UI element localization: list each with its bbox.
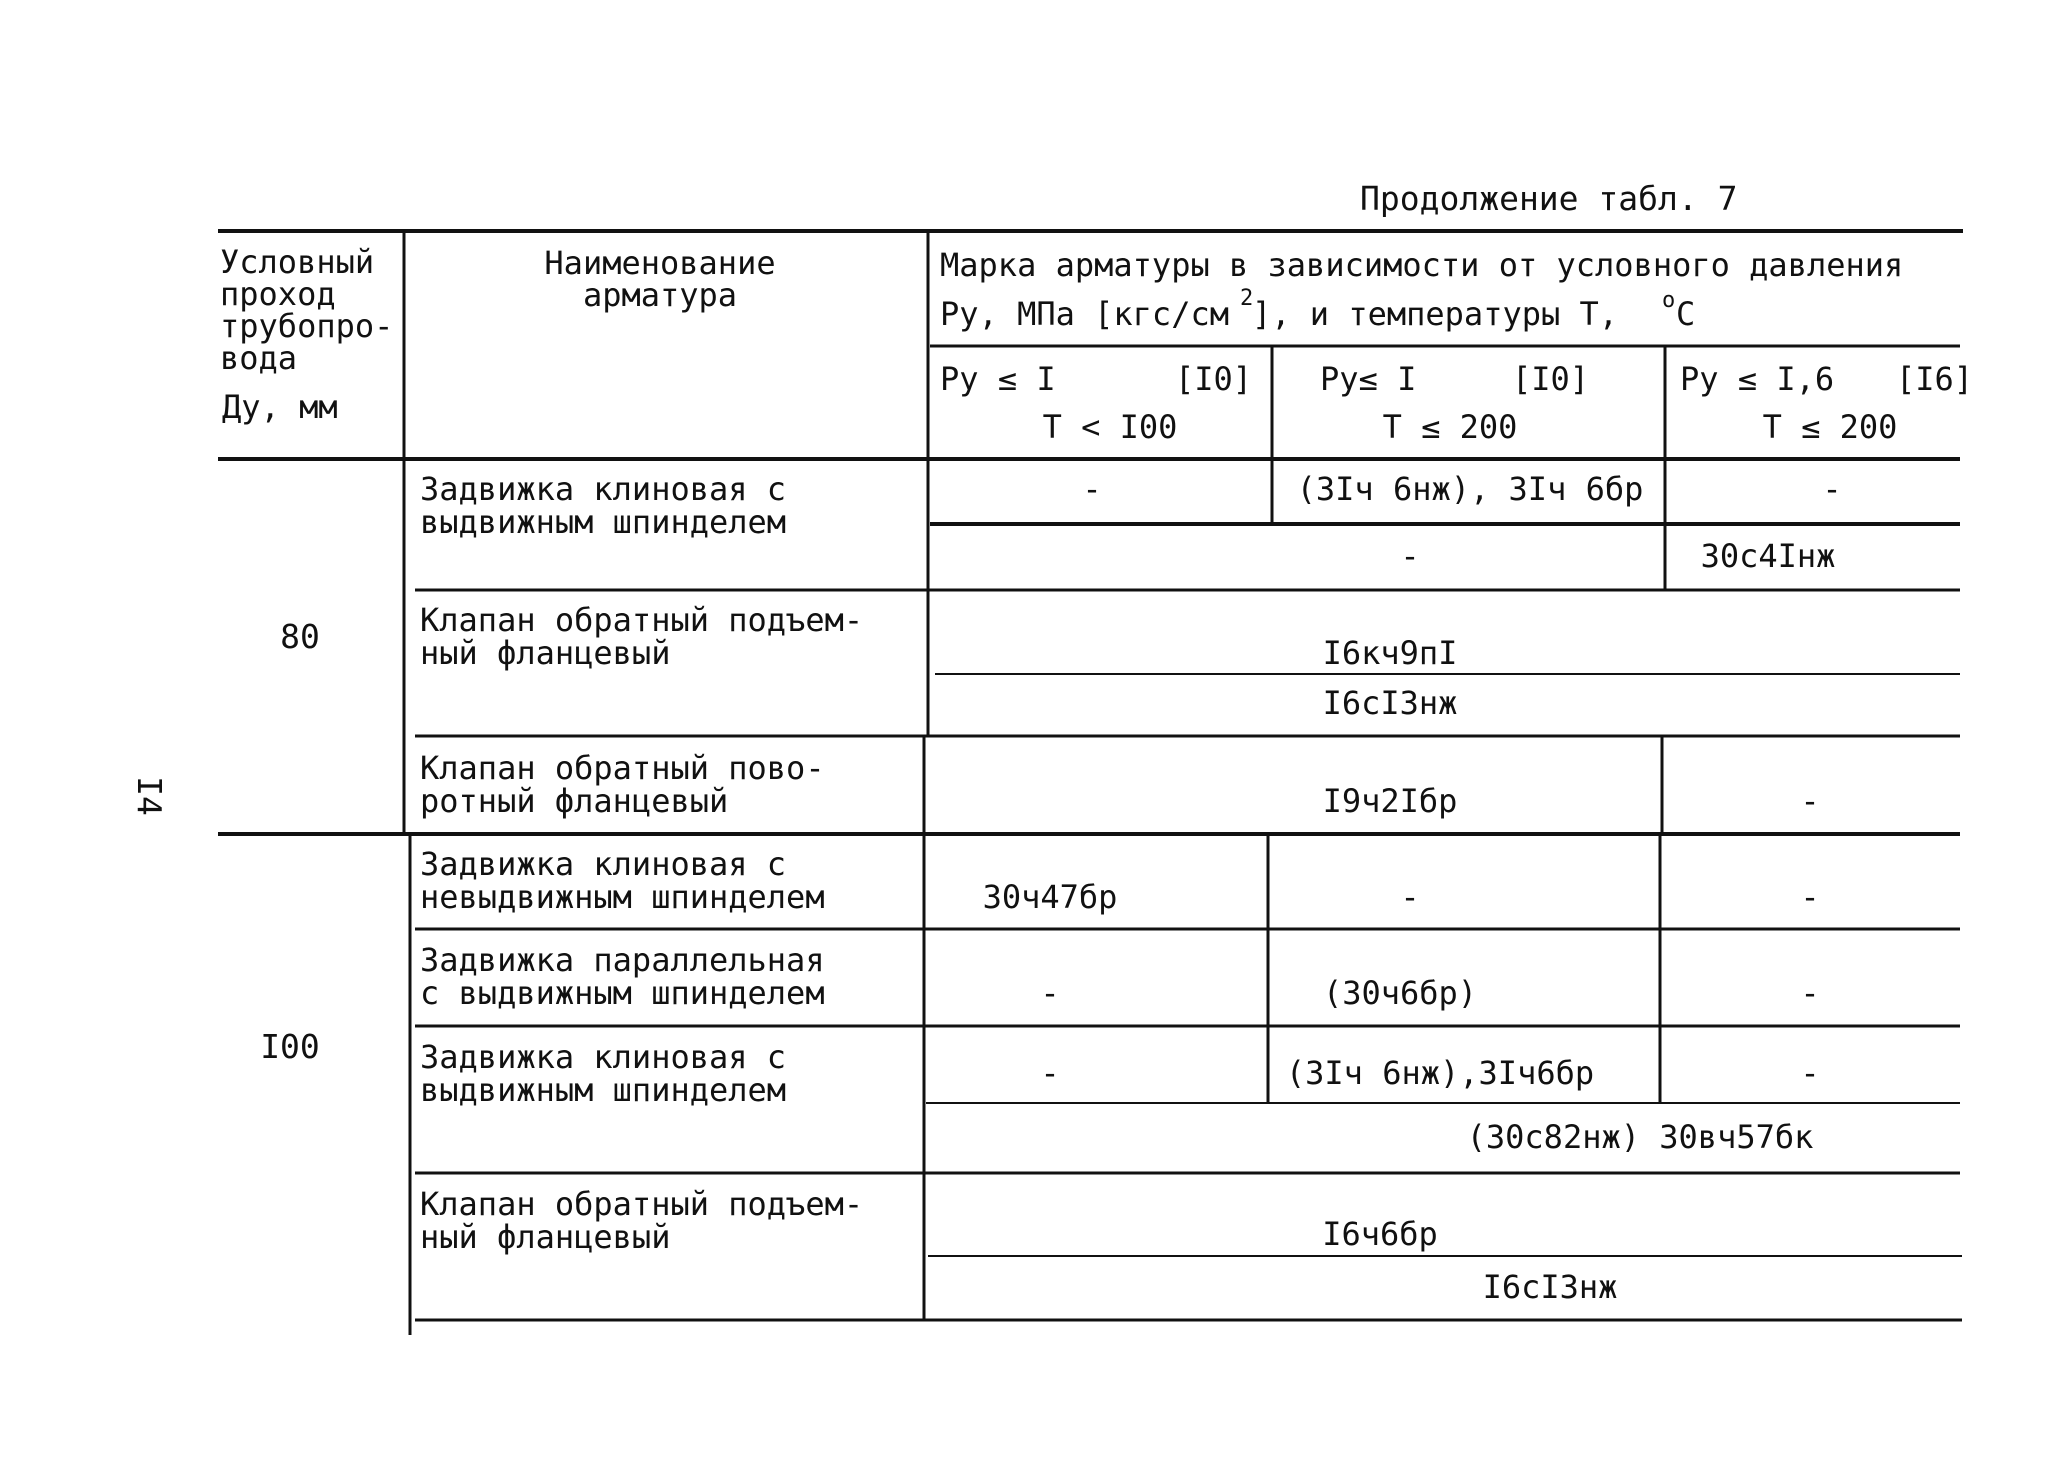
svg-text:Задвижка параллельная: Задвижка параллельная <box>420 941 825 979</box>
svg-text:Клапан обратный подъем-: Клапан обратный подъем- <box>420 1185 864 1223</box>
svg-text:Ду, мм: Ду, мм <box>222 388 338 426</box>
table-caption: Продолжение табл. 7 <box>1360 179 1738 218</box>
svg-text:30ч47бр: 30ч47бр <box>982 878 1118 916</box>
svg-text:-: - <box>1822 470 1842 508</box>
header-du <box>220 243 393 426</box>
svg-text:Условный: Условный <box>220 243 375 281</box>
svg-text:выдвижным шпинделем: выдвижным шпинделем <box>420 1071 787 1109</box>
svg-text:невыдвижным шпинделем: невыдвижным шпинделем <box>420 878 825 916</box>
svg-text:выдвижным шпинделем: выдвижным шпинделем <box>420 503 787 541</box>
svg-text:I6сI3нж: I6сI3нж <box>1322 684 1458 722</box>
row-100-parallel-gate-valve <box>420 941 1820 1012</box>
svg-text:(30с82нж) 30вч57бк: (30с82нж) 30вч57бк <box>1466 1118 1814 1156</box>
svg-text:Задвижка клиновая с: Задвижка клиновая с <box>420 470 787 508</box>
svg-text:30с4Iнж: 30с4Iнж <box>1700 537 1836 575</box>
svg-text:-: - <box>1800 974 1820 1012</box>
svg-text:Клапан обратный пово-: Клапан обратный пово- <box>420 749 825 787</box>
svg-text:о: о <box>1662 288 1676 313</box>
svg-text:-: - <box>1800 782 1820 820</box>
svg-text:-: - <box>1800 1054 1820 1092</box>
svg-text:с выдвижным шпинделем: с выдвижным шпинделем <box>420 974 825 1012</box>
svg-text:Ру, МПа [кгс/см: Ру, МПа [кгс/см <box>940 295 1229 333</box>
svg-text:], и температуры Т,: ], и температуры Т, <box>1252 295 1619 333</box>
svg-text:[I0]: [I0] <box>1175 360 1253 398</box>
svg-text:2: 2 <box>1240 286 1254 311</box>
row-80-swing-check-valve <box>420 749 1820 820</box>
svg-text:Марка арматуры в зависимости о: Марка арматуры в зависимости от условного давления <box>940 246 1904 284</box>
svg-text:(3Iч 6нж),3Iч6бр: (3Iч 6нж),3Iч6бр <box>1285 1054 1595 1092</box>
svg-text:ный фланцевый: ный фланцевый <box>420 1218 671 1256</box>
page-number: I4 <box>130 776 169 816</box>
svg-text:ротный фланцевый: ротный фланцевый <box>420 782 729 820</box>
svg-text:проход: проход <box>220 275 336 313</box>
svg-text:(3Iч 6нж), 3Iч 6бр: (3Iч 6нж), 3Iч 6бр <box>1296 470 1644 508</box>
svg-text:[I0]: [I0] <box>1512 360 1590 398</box>
svg-text:Т ≤ 200: Т ≤ 200 <box>1762 408 1898 446</box>
row-80-lift-check-valve <box>420 601 1457 722</box>
du-80: 80 <box>280 617 320 656</box>
svg-text:Т ≤ 200: Т ≤ 200 <box>1382 408 1518 446</box>
svg-text:вода: вода <box>220 339 298 377</box>
svg-text:Ру≤ I: Ру≤ I <box>1320 360 1417 398</box>
svg-text:I6сI3нж: I6сI3нж <box>1482 1268 1618 1306</box>
svg-text:-: - <box>1040 974 1060 1012</box>
svg-text:арматура: арматура <box>582 276 738 314</box>
du-100: I00 <box>260 1027 320 1066</box>
svg-text:(30ч6бр): (30ч6бр) <box>1322 974 1478 1012</box>
svg-text:Т < I00: Т < I00 <box>1042 408 1178 446</box>
svg-text:-: - <box>1082 470 1102 508</box>
svg-text:ный фланцевый: ный фланцевый <box>420 634 671 672</box>
svg-text:Ру ≤ I,6: Ру ≤ I,6 <box>1680 360 1835 398</box>
svg-text:Задвижка клиновая с: Задвижка клиновая с <box>420 1038 787 1076</box>
svg-text:С: С <box>1676 295 1696 333</box>
svg-text:трубопро-: трубопро- <box>220 307 394 345</box>
svg-text:Задвижка клиновая с: Задвижка клиновая с <box>420 845 787 883</box>
row-100-lift-check-valve <box>420 1185 1617 1306</box>
svg-text:I6кч9пI: I6кч9пI <box>1322 634 1458 672</box>
svg-text:-: - <box>1040 1054 1060 1092</box>
svg-text:I9ч2Iбр: I9ч2Iбр <box>1322 782 1458 820</box>
header-name <box>544 244 775 314</box>
row-100-gate-valve-nonrising <box>420 845 1820 916</box>
svg-text:-: - <box>1400 878 1420 916</box>
row-100-gate-valve-rising <box>420 1038 1820 1156</box>
svg-text:I6ч6бр: I6ч6бр <box>1322 1215 1438 1253</box>
svg-text:[I6]: [I6] <box>1896 360 1974 398</box>
svg-text:-: - <box>1800 878 1820 916</box>
svg-text:Клапан обратный подъем-: Клапан обратный подъем- <box>420 601 864 639</box>
svg-text:Ру ≤ I: Ру ≤ I <box>940 360 1056 398</box>
svg-text:-: - <box>1400 537 1420 575</box>
svg-text:Наименование: Наименование <box>544 244 776 282</box>
